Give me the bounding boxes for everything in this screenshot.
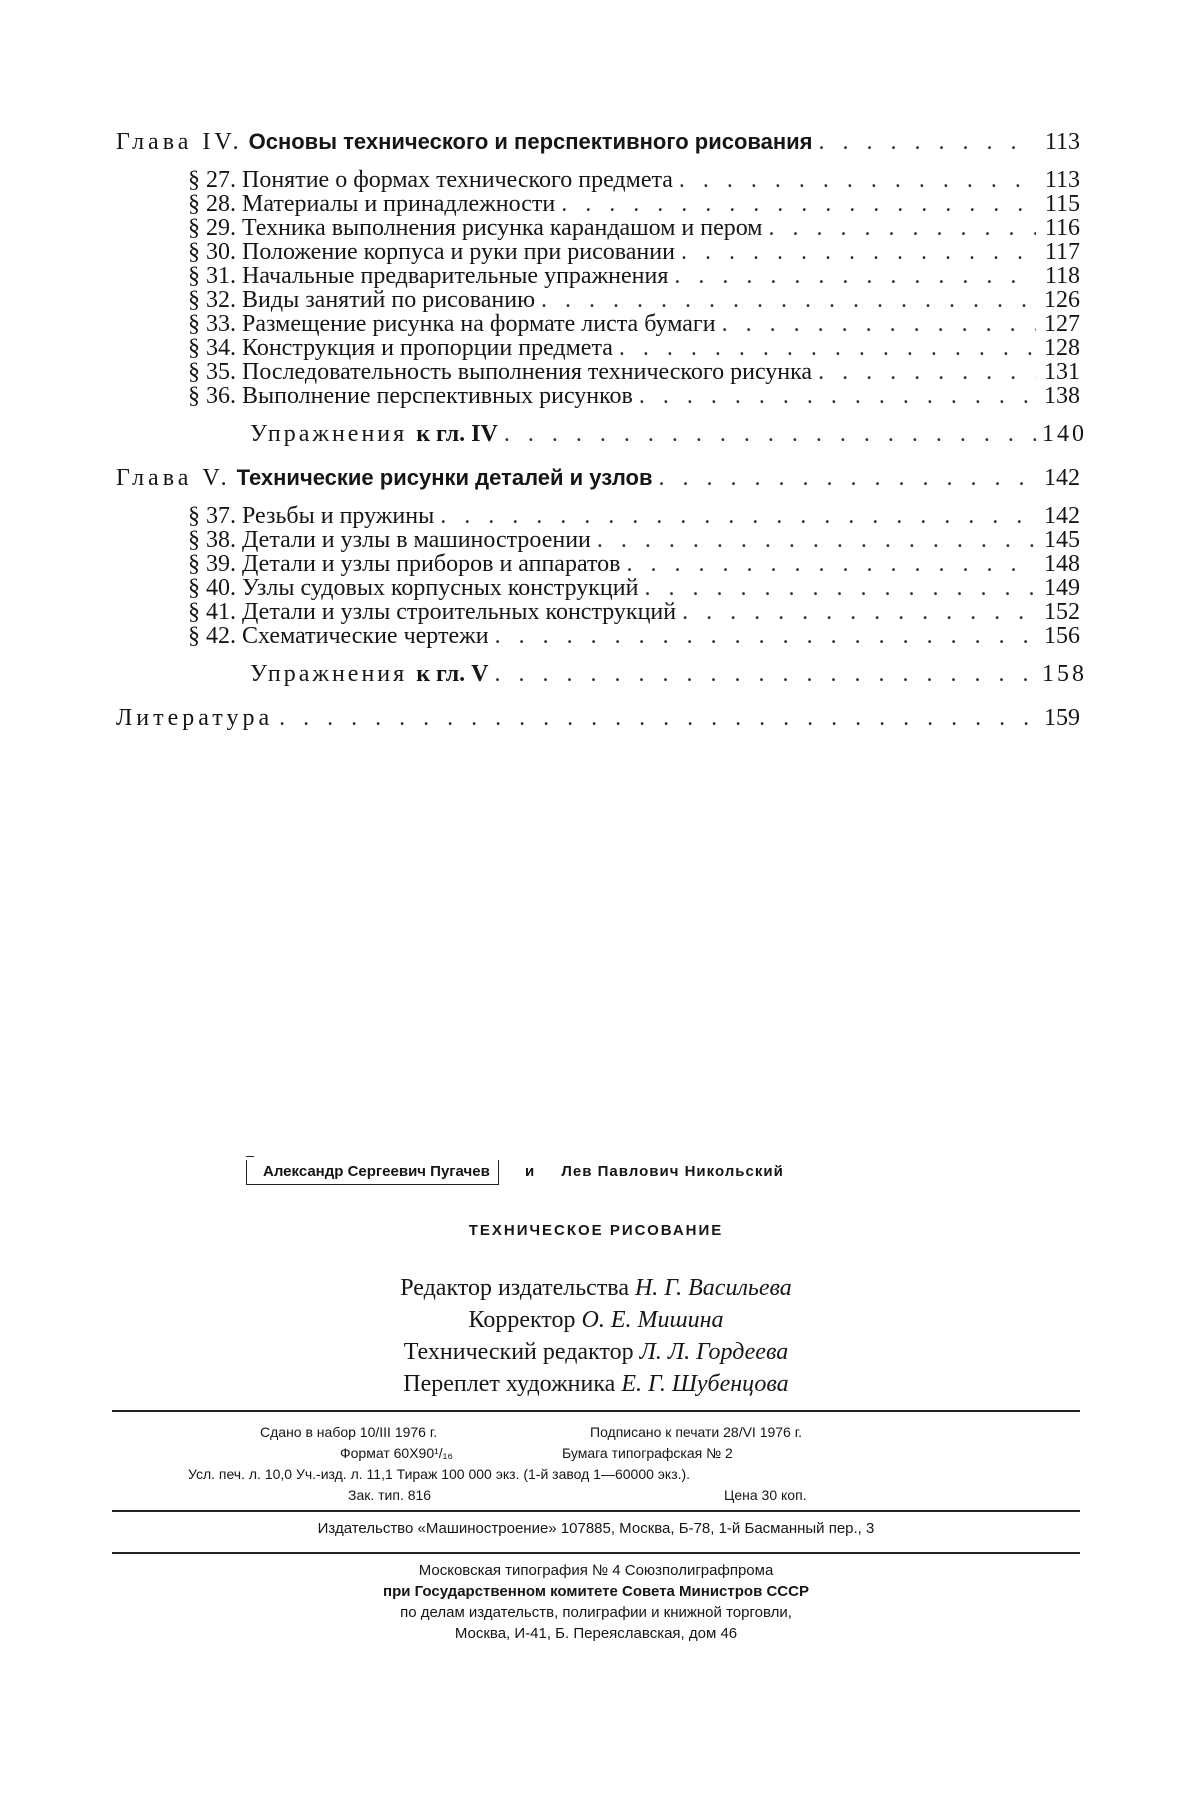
dot-leader	[659, 466, 1036, 490]
author-joiner: и	[525, 1163, 535, 1180]
dot-leader	[597, 528, 1036, 552]
section-number: § 42.	[188, 624, 236, 648]
staff-role: Редактор издательства	[400, 1275, 629, 1301]
section-number: § 29.	[188, 216, 236, 240]
signed-date: Подписано к печати 28/VI 1976 г.	[590, 1422, 802, 1443]
dot-leader	[644, 576, 1036, 600]
exercises-ref: к гл. IV	[416, 422, 498, 446]
chapter-label: Глава V.	[116, 466, 231, 490]
staff-row	[112, 1336, 1080, 1368]
dot-leader	[504, 422, 1036, 446]
dot-leader	[440, 504, 1036, 528]
toc-section	[116, 528, 1080, 552]
page-number: 152	[1042, 600, 1080, 624]
dot-leader	[722, 312, 1036, 336]
page-number: 148	[1042, 552, 1080, 576]
section-number: § 36.	[188, 384, 236, 408]
staff-credits	[112, 1272, 1080, 1400]
toc-section	[116, 360, 1080, 384]
dot-leader	[674, 264, 1036, 288]
section-title: Последовательность выполнения технического рисунка	[242, 360, 812, 384]
section-title: Выполнение перспективных рисунков	[242, 384, 633, 408]
author-2: Лев Павлович Никольский	[561, 1163, 783, 1180]
page-number: 149	[1042, 576, 1080, 600]
section-number: § 34.	[188, 336, 236, 360]
toc-section	[116, 240, 1080, 264]
page-number: 145	[1042, 528, 1080, 552]
toc-chapter-5	[116, 466, 1080, 490]
printer-line: Московская типография № 4 Союзполиграфпрома	[112, 1560, 1080, 1581]
exercises-ref: к гл. V	[416, 662, 488, 686]
toc-exercises	[116, 662, 1080, 686]
divider	[112, 1410, 1080, 1412]
section-title: Конструкция и пропорции предмета	[242, 336, 613, 360]
section-number: § 40.	[188, 576, 236, 600]
staff-row	[112, 1368, 1080, 1400]
typeset-date: Сдано в набор 10/III 1976 г.	[260, 1422, 590, 1443]
divider	[112, 1510, 1080, 1512]
page-number: 158	[1042, 662, 1080, 686]
section-title: Техника выполнения рисунка карандашом и пером	[242, 216, 762, 240]
page-number: 115	[1042, 192, 1080, 216]
section-number: § 31.	[188, 264, 236, 288]
staff-role: Технический редактор	[404, 1339, 634, 1365]
sheets: Усл. печ. л. 10,0 Уч.-изд. л. 11,1 Тираж 100 000 экз. (1-й завод 1—60000 экз.).	[188, 1464, 690, 1485]
toc-section	[116, 552, 1080, 576]
staff-name: Н. Г. Васильева	[635, 1275, 792, 1301]
toc-section	[116, 384, 1080, 408]
section-title: Схематические чертежи	[242, 624, 489, 648]
section-number: § 32.	[188, 288, 236, 312]
page-number: 113	[1042, 130, 1080, 154]
toc-literature	[116, 706, 1080, 730]
toc-section	[116, 216, 1080, 240]
page-number: 113	[1042, 168, 1080, 192]
page-number: 126	[1042, 288, 1080, 312]
staff-name: Л. Л. Гордеева	[640, 1339, 789, 1365]
toc-section	[116, 288, 1080, 312]
chapter-label: Глава IV.	[116, 130, 243, 154]
dot-leader	[495, 662, 1037, 686]
authors-line	[246, 1160, 1046, 1185]
price: Цена 30 коп.	[724, 1485, 807, 1506]
dot-leader	[682, 600, 1036, 624]
page-number: 117	[1042, 240, 1080, 264]
section-title: Детали и узлы приборов и аппаратов	[242, 552, 621, 576]
section-title: Положение корпуса и руки при рисовании	[242, 240, 675, 264]
staff-row	[112, 1272, 1080, 1304]
dot-leader	[768, 216, 1036, 240]
page-number: 131	[1042, 360, 1080, 384]
section-title: Узлы судовых корпусных конструкций	[242, 576, 638, 600]
dot-leader	[541, 288, 1036, 312]
toc-section	[116, 264, 1080, 288]
print-data	[112, 1422, 1080, 1506]
section-number: § 30.	[188, 240, 236, 264]
toc-section	[116, 600, 1080, 624]
exercises-label: Упражнения	[250, 662, 407, 686]
chapter-title: Основы технического и перспективного рисования	[249, 130, 813, 154]
section-title: Резьбы и пружины	[242, 504, 434, 528]
author-1: Александр Сергеевич Пугачев	[246, 1160, 499, 1185]
printer	[112, 1560, 1080, 1644]
dot-leader	[818, 360, 1036, 384]
toc-chapter-4	[116, 130, 1080, 154]
staff-role: Корректор	[469, 1307, 576, 1333]
toc-section	[116, 576, 1080, 600]
section-number: § 28.	[188, 192, 236, 216]
publisher: Издательство «Машиностроение» 107885, Москва, Б-78, 1-й Басманный пер., 3	[112, 1520, 1080, 1537]
dot-leader	[279, 706, 1036, 730]
section-title: Детали и узлы в машиностроении	[242, 528, 591, 552]
page-number: 140	[1042, 422, 1080, 446]
dot-leader	[495, 624, 1036, 648]
staff-name: Е. Г. Шубенцова	[621, 1371, 788, 1397]
page-number: 138	[1042, 384, 1080, 408]
page-number: 159	[1042, 706, 1080, 730]
printer-line: по делам издательств, полиграфии и книжной торговли,	[112, 1602, 1080, 1623]
chapter-title: Технические рисунки деталей и узлов	[237, 466, 653, 490]
book-title: ТЕХНИЧЕСКОЕ РИСОВАНИЕ	[112, 1222, 1080, 1239]
dot-leader	[681, 240, 1036, 264]
table-of-contents	[116, 130, 1080, 730]
dot-leader	[627, 552, 1037, 576]
dot-leader	[619, 336, 1036, 360]
section-title: Материалы и принадлежности	[242, 192, 555, 216]
toc-section	[116, 624, 1080, 648]
section-number: § 27.	[188, 168, 236, 192]
printer-line: при Государственном комитете Совета Министров СССР	[112, 1581, 1080, 1602]
literature-label: Литература	[116, 706, 273, 730]
dot-leader	[639, 384, 1036, 408]
section-title: Виды занятий по рисованию	[242, 288, 535, 312]
page	[0, 0, 1200, 1800]
section-number: § 37.	[188, 504, 236, 528]
dot-leader	[679, 168, 1036, 192]
section-title: Начальные предварительные упражнения	[242, 264, 668, 288]
format: Формат 60X90¹/₁₆	[340, 1443, 562, 1464]
toc-section	[116, 192, 1080, 216]
divider	[112, 1552, 1080, 1554]
section-title: Понятие о формах технического предмета	[242, 168, 673, 192]
staff-name: О. Е. Мишина	[581, 1307, 723, 1333]
section-number: § 35.	[188, 360, 236, 384]
page-number: 128	[1042, 336, 1080, 360]
section-title: Детали и узлы строительных конструкций	[242, 600, 676, 624]
printer-line: Москва, И-41, Б. Переяславская, дом 46	[112, 1623, 1080, 1644]
exercises-label: Упражнения	[250, 422, 407, 446]
section-number: § 41.	[188, 600, 236, 624]
staff-row	[112, 1304, 1080, 1336]
page-number: 127	[1042, 312, 1080, 336]
toc-section	[116, 312, 1080, 336]
toc-section	[116, 504, 1080, 528]
page-number: 142	[1042, 466, 1080, 490]
section-number: § 38.	[188, 528, 236, 552]
section-title: Размещение рисунка на формате листа бумаги	[242, 312, 716, 336]
page-number: 118	[1042, 264, 1080, 288]
section-number: § 33.	[188, 312, 236, 336]
page-number: 156	[1042, 624, 1080, 648]
page-number: 142	[1042, 504, 1080, 528]
dot-leader	[561, 192, 1036, 216]
toc-exercises	[116, 422, 1080, 446]
toc-section	[116, 336, 1080, 360]
toc-section	[116, 168, 1080, 192]
staff-role: Переплет художника	[403, 1371, 615, 1397]
section-number: § 39.	[188, 552, 236, 576]
paper: Бумага типографская № 2	[562, 1443, 733, 1464]
page-number: 116	[1042, 216, 1080, 240]
dot-leader	[819, 130, 1036, 154]
order-number: Зак. тип. 816	[348, 1485, 724, 1506]
